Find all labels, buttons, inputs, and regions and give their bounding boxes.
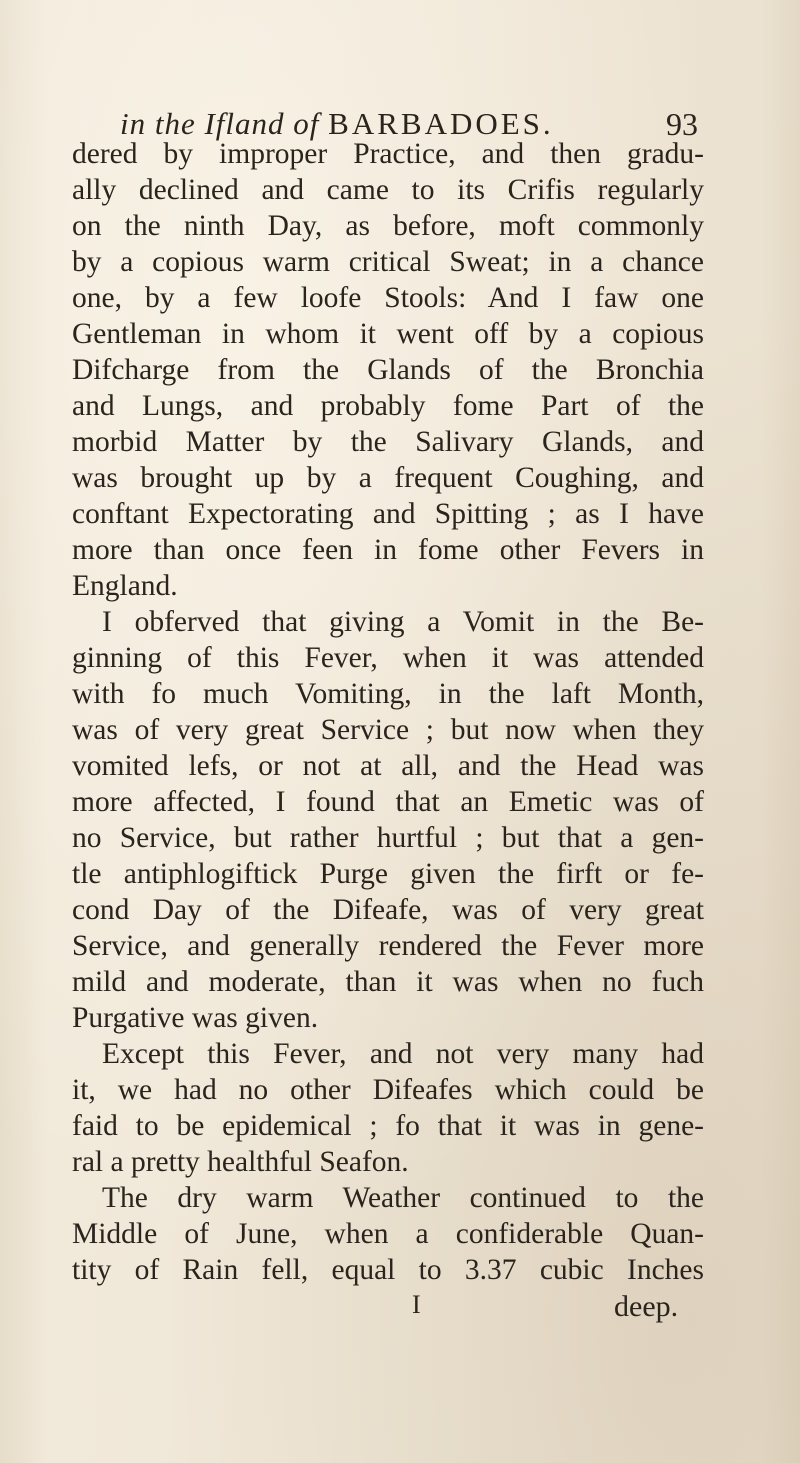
text-line-26: Except this Fever, and not very many had	[102, 1038, 704, 1070]
text-line-31: Middle of June, when a confiderable Quan-	[72, 1218, 704, 1250]
text-line-8: and Lungs, and probably fome Part of the	[72, 390, 704, 422]
text-line-18: vomited lefs, or not at all, and the Head was	[72, 750, 704, 782]
running-head-caps: BARBADOES.	[328, 106, 554, 141]
text-line-4: by a copious warm critical Sweat; in a chance	[72, 246, 704, 278]
text-line-7: Difcharge from the Glands of the Bronchia	[72, 354, 704, 386]
text-line-6: Gentleman in whom it went off by a copious	[72, 318, 704, 350]
text-line-27: it, we had no other Difeafes which could be	[72, 1074, 704, 1106]
text-line-22: cond Day of the Difeafe, was of very great	[72, 894, 704, 926]
text-line-12: more than once feen in fome other Fevers in	[72, 534, 704, 566]
text-line-1: dered by improper Practice, and then gradu-	[72, 138, 704, 170]
text-line-9: morbid Matter by the Salivary Glands, and	[72, 426, 704, 458]
text-line-25: Purgative was given.	[72, 1002, 319, 1034]
text-line-3: on the ninth Day, as before, moft commonly	[72, 210, 704, 242]
text-line-17: was of very great Service ; but now when they	[72, 714, 704, 746]
page-number: 93	[666, 106, 698, 142]
text-line-11: conftant Expectorating and Spitting ; as I have	[72, 498, 704, 530]
text-line-2: ally declined and came to its Crifis regularly	[72, 174, 704, 206]
text-line-13: England.	[72, 570, 178, 602]
running-head-italic: in the Ifland of	[120, 106, 320, 141]
text-line-32: tity of Rain fell, equal to 3.37 cubic Inches	[72, 1254, 704, 1286]
text-line-28: faid to be epidemical ; fo that it was in gene-	[72, 1110, 704, 1142]
text-line-5: one, by a few loofe Stools: And I faw one	[72, 282, 704, 314]
text-line-16: with fo much Vomiting, in the laft Month,	[72, 678, 704, 710]
text-line-23: Service, and generally rendered the Fever more	[72, 930, 704, 962]
signature-mark: I	[412, 1290, 421, 1319]
text-line-20: no Service, but rather hurtful ; but that a gen-	[72, 822, 704, 854]
text-line-29: ral a pretty healthful Seafon.	[72, 1146, 409, 1178]
text-line-19: more affected, I found that an Emetic was of	[72, 786, 704, 818]
text-line-10: was brought up by a frequent Coughing, and	[72, 462, 704, 494]
text-line-15: ginning of this Fever, when it was attended	[72, 642, 704, 674]
catchword: deep.	[614, 1290, 679, 1323]
text-line-24: mild and moderate, than it was when no fuch	[72, 966, 704, 998]
text-line-30: The dry warm Weather continued to the	[102, 1182, 704, 1214]
text-line-14: I obferved that giving a Vomit in the Be-	[102, 606, 704, 638]
text-line-21: tle antiphlogiftick Purge given the firft or fe-	[72, 858, 704, 890]
